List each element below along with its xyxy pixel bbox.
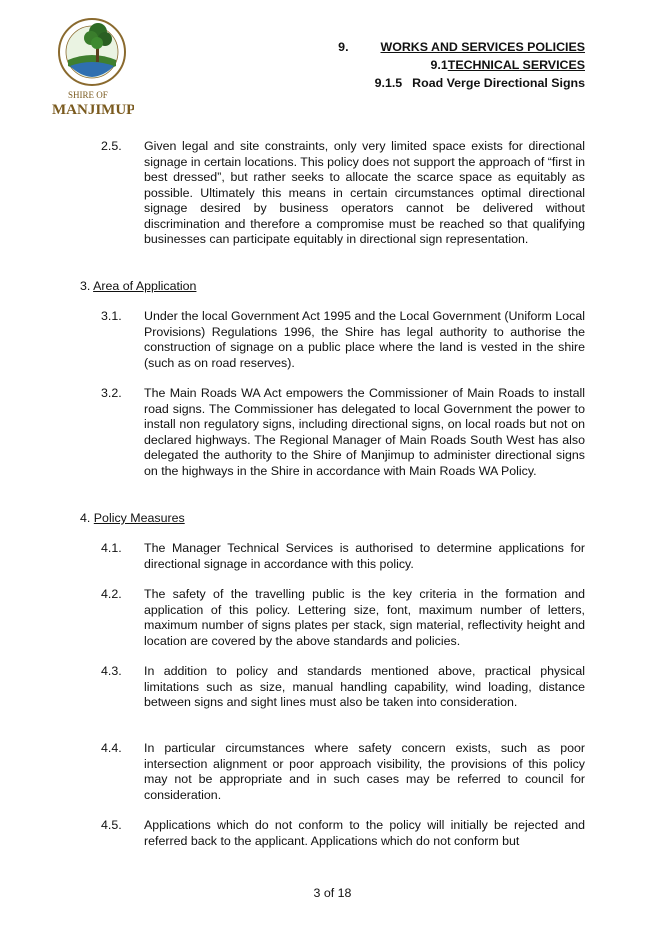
- item-number: 3.1.: [101, 309, 122, 323]
- section-title: Policy Measures: [93, 511, 185, 525]
- header-policies-num: 9.: [338, 40, 349, 54]
- item-text: The safety of the travelling public is the key criteria in the formation and application of this policy. Lettering size, font, maximum number of letters, maximum number of signs plates per stack, sign material, reflectivity height and location are covered by the above standards and policies.: [144, 587, 585, 648]
- item-number: 4.4.: [101, 741, 122, 755]
- item-number: 3.2.: [101, 386, 122, 400]
- item-number: 4.5.: [101, 818, 122, 832]
- header-technical-num: 9.1: [430, 58, 448, 72]
- policy-item-4-1: [101, 541, 585, 572]
- logo-line2: MANJIMUP: [52, 102, 134, 118]
- item-text: Given legal and site constraints, only very limited space exists for directional signage in certain locations. This policy does not support the approach of “first in best dressed”, but rather seeks to allocate the scarce space as equitably as possible. Ultimately this means in certain circumstances optimal directional signage desired by business operators cannot be delivered without discrimination and therefore a compromise must be reached so that qualifying businesses can participate equitably in directional sign representation.: [144, 139, 585, 246]
- policy-item-3-2: [101, 386, 585, 479]
- section-heading-4: [80, 510, 185, 526]
- item-text: In addition to policy and standards mentioned above, practical physical limitations such as size, manual handling capability, wind loading, distance between signs and sight lines must also be taken into consideration.: [144, 664, 585, 709]
- item-number: 4.3.: [101, 664, 122, 678]
- item-text: The Main Roads WA Act empowers the Commissioner of Main Roads to install road signs. The Commissioner has delegated to local Government the power to install non regulatory signs, including directional signs, on local roads but not on declared highways. The Regional Manager of Main Roads South West has also delegated the authority to the Shire of Manjimup to administer directional signs on the highways in the Shire in accordance with Main Roads WA Policy.: [144, 386, 585, 478]
- policy-item-4-3: [101, 664, 585, 711]
- section-number: 3.: [80, 279, 91, 293]
- item-number: 2.5.: [101, 139, 122, 153]
- item-number: 4.1.: [101, 541, 122, 555]
- item-text: Applications which do not conform to the policy will initially be rejected and referred back to the applicant. Applications which do not conform but: [144, 818, 585, 848]
- item-text: Under the local Government Act 1995 and the Local Government (Uniform Local Provisions) Regulations 1996, the Shire has legal authority to authorise the construction of signage on a public place where the land is vested in the shire (such as on road reserves).: [144, 309, 585, 370]
- section-heading-3: [80, 278, 196, 294]
- header-policies: [338, 38, 585, 56]
- logo-line1: SHIRE OF: [68, 90, 108, 100]
- header-subsection-num: 9.1.5: [374, 76, 403, 90]
- header-policies-title: WORKS AND SERVICES POLICIES: [380, 40, 585, 54]
- policy-item-4-5: [101, 818, 585, 849]
- page-number: 3 of 18: [313, 886, 352, 900]
- policy-item-4-2: [101, 587, 585, 649]
- header-technical: [338, 56, 585, 74]
- policy-item-2-5: [101, 139, 585, 248]
- item-number: 4.2.: [101, 587, 122, 601]
- policy-item-4-4: [101, 741, 585, 803]
- item-text: In particular circumstances where safety concern exists, such as poor intersection alignment or poor approach visibility, the provisions of this policy may not be appropriate and in such cases may be referred to council for consideration.: [144, 741, 585, 802]
- section-title: Area of Application: [93, 279, 197, 293]
- item-text: The Manager Technical Services is authorised to determine applications for directional signage in accordance with this policy.: [144, 541, 585, 571]
- header-technical-title: TECHNICAL SERVICES: [447, 58, 585, 72]
- header-subsection-title: Road Verge Directional Signs: [412, 76, 585, 90]
- page-header: [338, 38, 585, 92]
- header-subsection: [338, 74, 585, 92]
- section-number: 4.: [80, 511, 91, 525]
- shire-logo: [50, 14, 134, 118]
- policy-item-3-1: [101, 309, 585, 371]
